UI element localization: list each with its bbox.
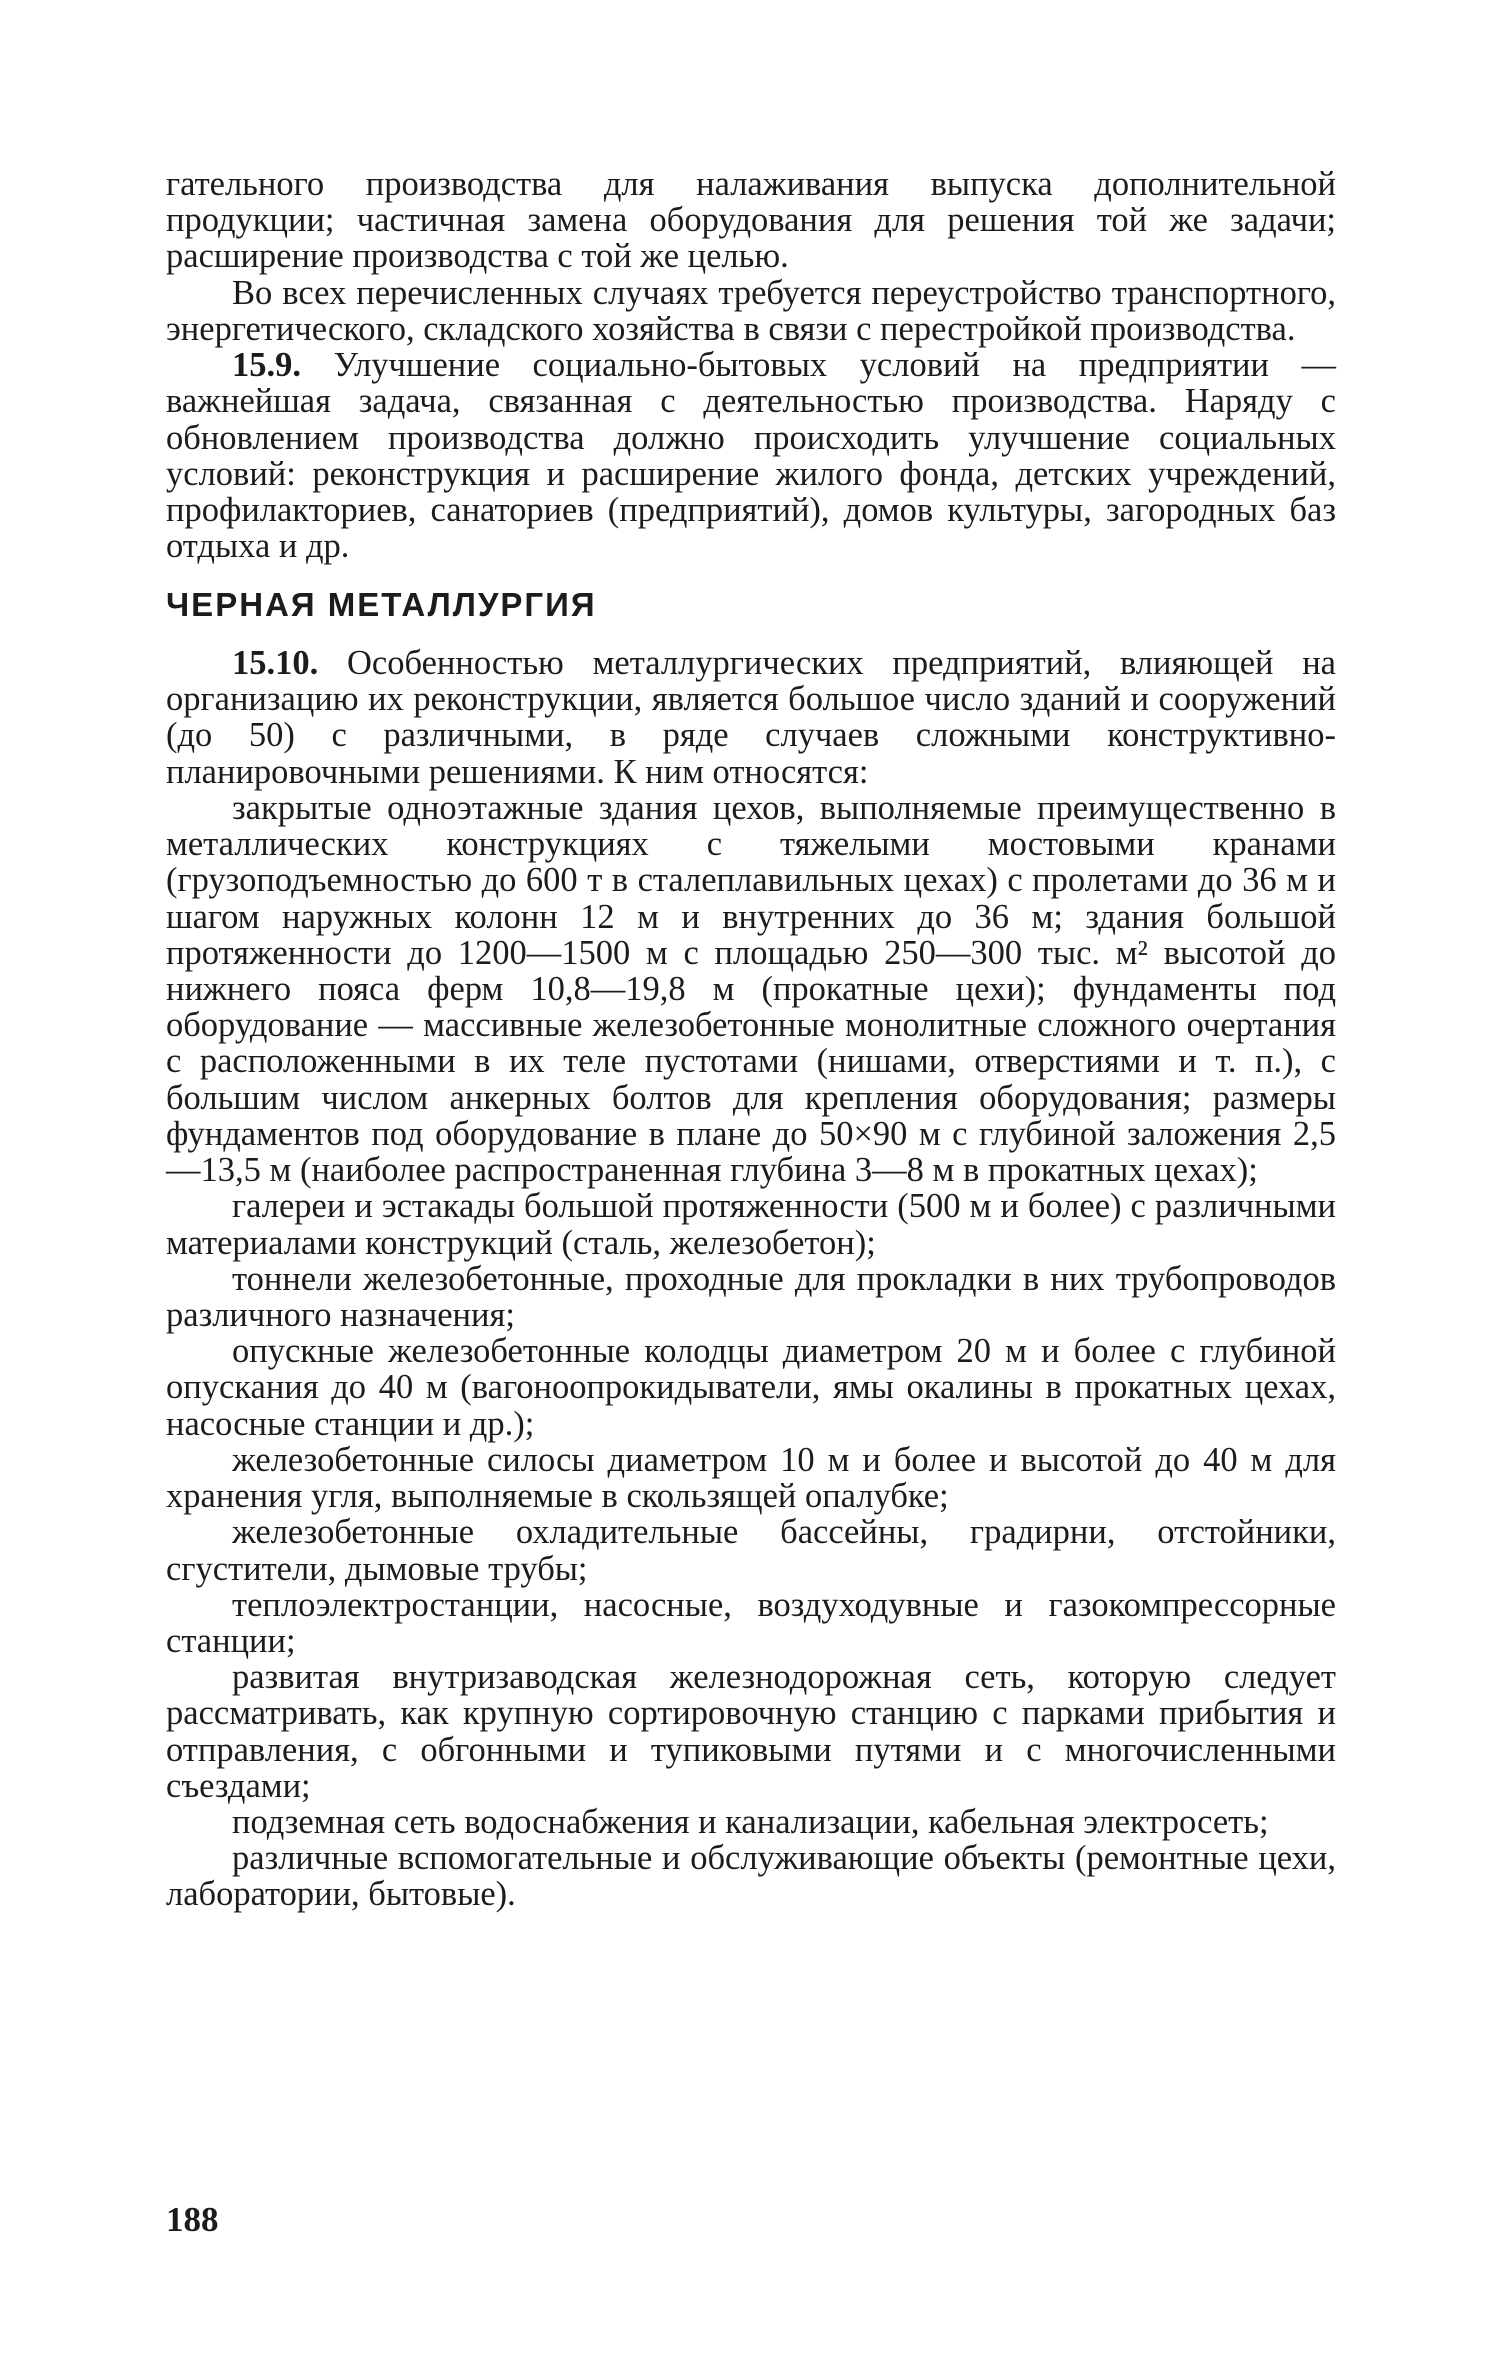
list-item: железобетонные силосы диаметром 10 м и более и высотой до 40 м для хранения угля, выполняемые в скользящей опалубке; bbox=[166, 1440, 1336, 1516]
section-heading: ЧЕРНАЯ МЕТАЛЛУРГИЯ bbox=[166, 586, 597, 624]
list-item: галереи и эстакады большой протяженности (500 м и более) с различными материалами конструкций (сталь, железобетон); bbox=[166, 1187, 1336, 1262]
section-15-9 bbox=[166, 347, 1336, 564]
text-body bbox=[166, 166, 1336, 1913]
list-item: различные вспомогательные и обслуживающие объекты (ремонтные цехи, лаборатории, бытовые). bbox=[166, 1839, 1336, 1914]
list-item: тоннели железобетонные, проходные для прокладки в них трубопроводов различного назначения; bbox=[166, 1259, 1336, 1334]
section-number: 15.9. bbox=[232, 346, 301, 385]
list-item: теплоэлектростанции, насосные, воздуходувные и газокомпрессорные станции; bbox=[166, 1585, 1336, 1660]
paragraph-continued: гательного производства для налаживания выпуска дополнительной продукции; частичная замена оборудования для решения той же задачи; расширение производства с той же целью. bbox=[166, 165, 1336, 276]
list-item: железобетонные охладительные бассейны, градирни, отстойники, сгустители, дымовые трубы; bbox=[166, 1513, 1336, 1588]
list-item: подземная сеть водоснабжения и канализации, кабельная электросеть; bbox=[232, 1803, 1269, 1842]
section-number: 15.10. bbox=[232, 644, 319, 683]
list-item: закрытые одноэтажные здания цехов, выполняемые преимущественно в металлических конструкциях с тяжелыми мостовыми кранами (грузоподъемностью до 600 т в сталеплавильных цехах) с пролетами до 36 м и шагом наружных колонн 12 м и внутренних до 36 м; здания большой протяженности до 1200—1500 м с площадью 250—300 тыс. м² высотой до нижнего пояса ферм 10,8—19,8 м (прокатные цехи); фундаменты под оборудование — массивные железобетонные монолитные сложного очертания с расположенными в их теле пустотами (нишами, отверстиями и т. п.), с большим числом анкерных болтов для крепления оборудования; размеры фундаментов под оборудование в плане до 50×90 м с глубиной заложения 2,5—13,5 м (наиболее распространенная глубина 3—8 м в прокатных цехах); bbox=[166, 788, 1336, 1190]
section-text: Особенностью металлургических предприятий, влияющей на организацию их реконструкции, является большое число зданий и сооружений (до 50) с различными, в ряде случаев сложными конструктивно-планировочными решениями. К ним относятся: bbox=[166, 644, 1336, 791]
page-number: 188 bbox=[166, 2200, 219, 2239]
list-item: развитая внутризаводская железнодорожная сеть, которую следует рассматривать, как крупную сортировочную станцию с парками прибытия и отправления, с обгонными и тупиковыми путями и с многочисленными съездами; bbox=[166, 1658, 1336, 1805]
paragraph: Во всех перечисленных случаях требуется переустройство транспортного, энергетического, складского хозяйства в связи с перестройкой производства. bbox=[166, 273, 1336, 348]
list-item: опускные железобетонные колодцы диаметром 20 м и более с глубиной опускания до 40 м (вагоноопрокидыватели, ямы окалины в прокатных цехах, насосные станции и др.); bbox=[166, 1332, 1336, 1443]
section-15-10 bbox=[166, 645, 1336, 790]
section-text: Улучшение социально-бытовых условий на предприятии — важнейшая задача, связанная с деятельностью производства. Наряду с обновлением производства должно происходить улучшение социальных условий: реконструкция и расширение жилого фонда, детских учреждений, профилакториев, санаториев (предприятий), домов культуры, загородных баз отдыха и др. bbox=[166, 346, 1336, 566]
